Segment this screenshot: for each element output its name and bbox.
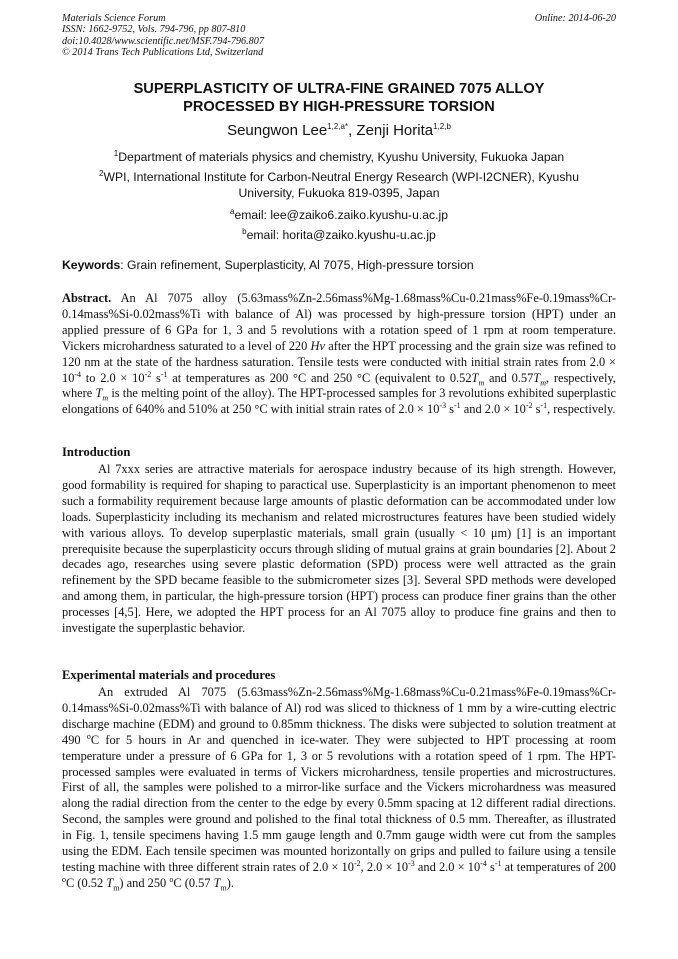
experimental-paragraph: An extruded Al 7075 (5.63mass%Zn-2.56mass%Mg-1.68mass%Cu-0.21mass%Fe-0.19mass%Cr-0.14mass%Si-0.02mass%Ti with balance of Al) rod was sliced to thickness of 1 mm by a wire-cutting electric discharge machine (EDM) and ground to 0.85mm thickness. The disks were subjected to solution treatment at 490 $^o$C for 5 hours in Ar and quenched in ice-water. They were subjected to HPT processing at room temperature under a pressure of 6 GPa for 1, 3 or 5 revolutions with a rotation speed of 1 rpm. The HPT-processed samples were evaluated in terms of Vickers microhardness, tensile properties and microstructures. First of all, the samples were polished to a mirror-like surface and the Vickers microhardness was measured along the radial direction from the center to the edge by every 0.5mm spacing at 12 different radial directions. Second, the samples were ground and polished to the final total thickness of 0.5 mm. Thereafter, as illustrated in Fig. 1, tensile specimens having 1.5 mm gauge length and 0.7mm gauge width were cut from the samples using the EDM. Each tensile specimen was mounted horizontally on grips and pulled to failure using a tensile testing machine with three different strain rates of $2.0 \times 10^{-2}$, $2.0 \times 10^{-3}$ and $2.0 \times 10^{-4}$ $s^{-1}$ at temperatures of 200 $^o$C (0.52 $T_m$) and 250 $^o$C (0.57 $T_m$).	[62, 685, 616, 893]
introduction-paragraph: Al 7xxx series are attractive materials for aerospace industry because of its high strength. However, good formability is required for shaping to paractical use. Superplasticity is an important phenomenon to meet such a formability requirement because large amounts of plastic deformation can be accommodated under low loads. Superplasticity including its mechanism and related microstructures features have been studied widely with various alloys. To develop superplastic materials, small grain (usually < 10 μm) [1] is an important prerequisite because the superplasticity occurs through sliding of mutual grains at grain boundaries [2]. About 2 decades ago, researches using severe plastic deformation (SPD) process were well attracted as the grain refinement by the SPD became feasible to the submicrometer sizes [3]. Several SPD methods were developed and among them, in particular, the high-pressure torsion (HPT) process can produce finer grains than the other processes [4,5]. Here, we adopted the HPT process for an Al 7075 alloy to produce fine grains and then to investigate the superplastic behavior.	[62, 462, 616, 636]
abstract: Abstract. An Al 7075 alloy (5.63mass%Zn-2.56mass%Mg-1.68mass%Cu-0.21mass%Fe-0.19mass%Cr-0.14mass%Si-0.02mass%Ti with balance of Al) was processed by high-pressure torsion (HPT) under an applied pressure of 6 GPa for 1, 3 and 5 revolutions with a rotation speed of 1 rpm at room temperature. Vickers microhardness saturated to a level of 220 Hv after the HPT processing and the grain size was refined to 120 nm at the state of the hardness saturation. Tensile tests were conducted with initial strain rates from $2.0 \times 10^{-4}$ to $2.0 \times 10^{-2}$ $s^{-1}$ at temperatures as 200 °C and 250 °C (equivalent to $0.52T_m$ and $0.57T_m$, respectively, where $T_m$ is the melting point of the alloy). The HPT-processed samples for 3 revolutions exhibited superplastic elongations of 640% and 510% at 250 °C with initial strain rates of $2.0 \times 10^{-3}$ $s^{-1}$ and $2.0 \times 10^{-2}$ $s^{-1}$, respectively.	[62, 291, 617, 417]
affil-text: Department of materials physics and chemistry, Kyushu University, Fukuoka Japan	[118, 150, 565, 164]
title-line-1: SUPERPLASTICITY OF ULTRA-FINE GRAINED 7075 ALLOY	[133, 81, 545, 97]
affil-text: University, Fukuoka 819-0395, Japan	[238, 186, 440, 200]
affil-text: WPI, International Institute for Carbon-Neutral Energy Research (WPI-I2CNER), Kyushu	[103, 170, 579, 184]
author-separator: ,	[348, 122, 357, 139]
affiliation-1	[62, 149, 616, 165]
affil-sup: 2	[99, 168, 104, 178]
email-text[interactable]: email: lee@zaiko6.zaiko.kyushu-u.ac.jp	[234, 208, 449, 222]
paper-title	[62, 80, 616, 116]
copyright-line: © 2014 Trans Tech Publications Ltd, Switzerland	[62, 47, 264, 59]
title-line-2: PROCESSED BY HIGH-PRESSURE TORSION	[183, 99, 495, 115]
keywords-label: Keywords	[62, 258, 121, 272]
email-text[interactable]: email: horita@zaiko.kyushu-u.ac.jp	[246, 228, 436, 242]
email-sup: b	[242, 226, 247, 236]
email-a	[62, 207, 616, 223]
online-date: Online: 2014-06-20	[534, 13, 616, 24]
section-heading-introduction: Introduction	[62, 445, 131, 459]
abstract-label: Abstract.	[62, 291, 112, 305]
doi-line[interactable]: doi:10.4028/www.scientific.net/MSF.794-796.807	[62, 35, 264, 47]
affil-sup: 1	[113, 148, 119, 158]
author-name: Seungwon Lee	[227, 122, 328, 139]
running-header	[62, 13, 264, 59]
author-affil-sup: 1,2,a*	[327, 122, 349, 131]
author-list	[62, 122, 616, 139]
keywords	[62, 258, 616, 272]
affiliation-2	[62, 169, 616, 201]
author-name: Zenji Horita	[356, 122, 434, 139]
issn-line: ISSN: 1662-9752, Vols. 794-796, pp 807-810	[62, 24, 246, 36]
email-sup: a	[229, 206, 235, 216]
journal-name: Materials Science Forum	[62, 13, 166, 24]
section-heading-experimental: Experimental materials and procedures	[62, 668, 276, 682]
author-affil-sup: 1,2,b	[433, 122, 451, 131]
keywords-text: : Grain refinement, Superplasticity, Al 7075, High-pressure torsion	[120, 258, 474, 272]
email-b	[62, 227, 616, 243]
